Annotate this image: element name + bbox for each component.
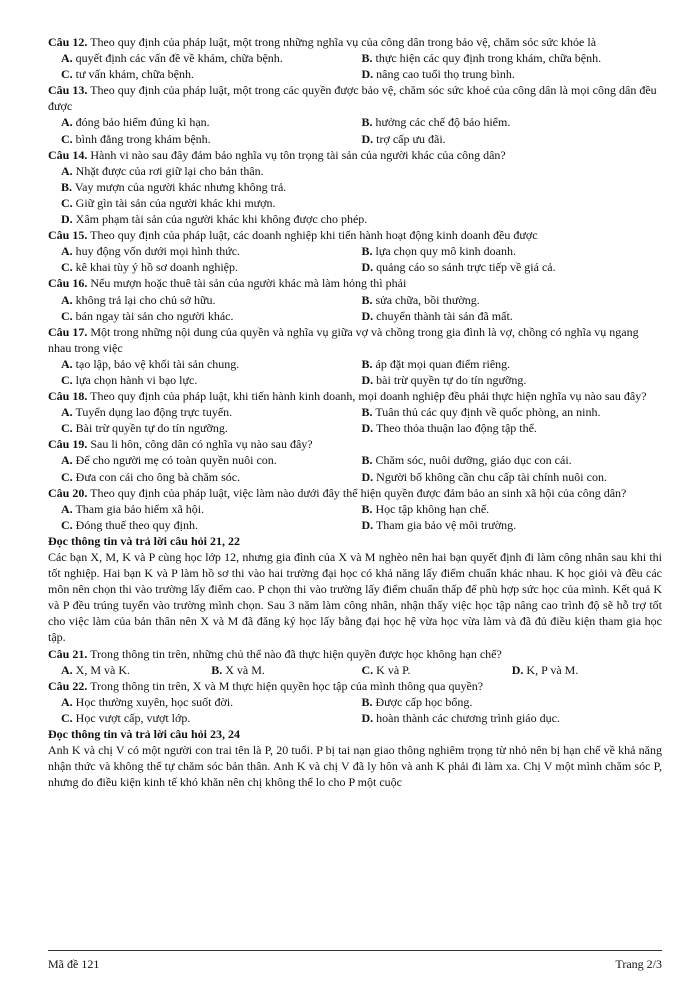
answer-options	[48, 404, 662, 436]
option-letter: C.	[61, 260, 73, 275]
answer-option	[61, 179, 662, 195]
option-letter: B.	[361, 51, 373, 66]
questions-block-a	[48, 34, 662, 533]
answer-option	[362, 114, 663, 130]
option-text: lựa chọn hành vi bạo lực.	[75, 372, 198, 387]
option-letter: A.	[61, 292, 73, 307]
answer-options	[48, 50, 662, 82]
question-stem	[48, 227, 662, 243]
question-text: Theo quy định của pháp luật, một trong các quyền được bảo vệ, chăm sóc sức khoẻ của công dân là mọi công dân đều được	[48, 83, 657, 114]
question-number: Câu 12.	[48, 35, 88, 49]
answer-options	[48, 114, 662, 146]
answer-option	[362, 259, 663, 275]
answer-options	[48, 694, 662, 726]
option-text: không trả lại cho chủ sở hữu.	[75, 292, 216, 307]
option-text: tạo lập, bảo vệ khối tài sản chung.	[75, 356, 240, 371]
question-stem	[48, 147, 662, 163]
question-number: Câu 16.	[48, 276, 88, 291]
option-letter: A.	[61, 662, 73, 677]
question	[48, 324, 662, 388]
option-letter: D.	[361, 469, 374, 484]
answer-option	[61, 163, 662, 179]
option-text: trợ cấp ưu đãi.	[376, 131, 446, 146]
option-letter: D.	[361, 260, 374, 275]
answer-option	[61, 372, 362, 388]
option-letter: C.	[61, 469, 73, 484]
answer-options	[48, 356, 662, 388]
answer-option	[362, 710, 663, 726]
option-text: Tham gia bảo hiểm xã hội.	[75, 501, 205, 516]
option-letter: D.	[361, 517, 374, 532]
answer-option	[61, 259, 362, 275]
answer-option	[61, 501, 362, 517]
option-text: tư vấn khám, chữa bệnh.	[75, 67, 194, 82]
option-text: lựa chọn quy mô kinh doanh.	[375, 244, 516, 259]
answer-option	[61, 308, 362, 324]
question-text: Hành vi nào sau đây đảm bảo nghĩa vụ tôn trọng tài sản của người khác của công dân?	[90, 147, 506, 162]
answer-options	[48, 243, 662, 275]
option-letter: D.	[511, 662, 524, 677]
question	[48, 436, 662, 484]
option-letter: B.	[361, 694, 373, 709]
question	[48, 34, 662, 82]
answer-option	[362, 517, 663, 533]
option-letter: D.	[361, 308, 374, 323]
option-text: thực hiện các quy định trong khám, chữa bệnh.	[375, 51, 602, 66]
option-letter: A.	[61, 501, 73, 516]
answer-options	[48, 163, 662, 227]
question-number: Câu 22.	[48, 678, 88, 693]
option-letter: A.	[61, 51, 73, 66]
option-text: Người bố không cần chu cấp tài chính nuôi con.	[376, 469, 607, 484]
option-letter: A.	[61, 694, 73, 709]
option-text: bán ngay tài sản cho người khác.	[75, 308, 234, 323]
question-number: Câu 21.	[48, 646, 88, 661]
answer-option	[362, 243, 663, 259]
question-text: Sau li hôn, công dân có nghĩa vụ nào sau đây?	[90, 437, 313, 452]
question-stem	[48, 646, 662, 662]
option-letter: D.	[361, 131, 374, 146]
question	[48, 227, 662, 275]
option-letter: B.	[361, 244, 373, 259]
option-text: Được cấp học bổng.	[375, 694, 473, 709]
option-text: quyết định các vấn đề về khám, chữa bệnh.	[75, 51, 283, 66]
option-text: Để cho người mẹ có toàn quyền nuôi con.	[75, 453, 277, 468]
option-letter: C.	[361, 662, 374, 677]
question-number: Câu 15.	[48, 228, 88, 243]
option-text: Tuân thủ các quy định về quốc phòng, an ninh.	[375, 405, 601, 420]
answer-option	[362, 404, 663, 420]
answer-option	[512, 662, 662, 678]
option-text: huy động vốn dưới mọi hình thức.	[75, 244, 241, 259]
answer-option	[362, 452, 663, 468]
answer-options	[48, 662, 662, 678]
option-letter: A.	[61, 453, 73, 468]
section-heading-21-22: Đọc thông tin và trả lời câu hỏi 21, 22	[48, 533, 240, 548]
answer-option	[362, 131, 663, 147]
answer-option	[362, 372, 663, 388]
question-text: Theo quy định của pháp luật, một trong những nghĩa vụ của công dân trong bảo vệ, chăm sóc sức khỏe là	[90, 35, 597, 49]
option-letter: B.	[361, 501, 373, 516]
passage-23-24: Anh K và chị V có một người con trai tên là P, 20 tuổi. P bị tai nạn giao thông nghiêm trọng từ nhỏ nên bị hạn chế về khả năng nhận thức và không thể tự chăm sóc bản thân. Anh K và chị V đã ly hôn và anh K phải đi làm xa. Chị V một mình chăm sóc P, nhưng do điều kiện kinh tế khó khăn nên chị không thể lo cho P một cuộc	[48, 743, 662, 790]
answer-option	[61, 710, 362, 726]
answer-option	[61, 211, 662, 227]
answer-option	[61, 131, 362, 147]
answer-options	[48, 452, 662, 484]
answer-option	[362, 420, 663, 436]
question-stem	[48, 436, 662, 452]
answer-option	[61, 452, 362, 468]
option-text: Bài trừ quyền tự do tín ngưỡng.	[75, 421, 228, 436]
option-letter: B.	[361, 292, 373, 307]
question	[48, 485, 662, 533]
answer-options	[48, 292, 662, 324]
answer-option	[61, 420, 362, 436]
option-letter: C.	[61, 710, 73, 725]
answer-option	[61, 292, 362, 308]
answer-option	[362, 356, 663, 372]
question-text: Theo quy định của pháp luật, các doanh nghiệp khi tiến hành hoạt động kinh doanh đều được	[90, 228, 538, 243]
option-letter: B.	[361, 356, 373, 371]
answer-option	[362, 694, 663, 710]
option-letter: B.	[61, 179, 73, 194]
question-number: Câu 19.	[48, 437, 88, 452]
answer-option	[362, 662, 512, 678]
question-text: Trong thông tin trên, X và M thực hiện quyền học tập của mình thông qua quyền?	[90, 678, 484, 693]
option-text: Đưa con cái cho ông bà chăm sóc.	[75, 469, 241, 484]
question-text: Một trong những nội dung của quyền và nghĩa vụ giữa vợ và chồng trong gia đình là vợ, chồng có nghĩa vụ ngang nhau trong việc	[48, 324, 639, 355]
option-letter: D.	[361, 67, 374, 82]
question-number: Câu 14.	[48, 147, 88, 162]
question-stem	[48, 275, 662, 291]
option-text: kê khai tùy ý hồ sơ doanh nghiệp.	[75, 260, 238, 275]
option-text: chuyển thành tài sản đã mất.	[376, 308, 513, 323]
question-text: Trong thông tin trên, những chủ thể nào đã thực hiện quyền được học không hạn chế?	[90, 646, 502, 661]
answer-option	[61, 356, 362, 372]
option-letter: A.	[61, 405, 73, 420]
question-stem	[48, 82, 662, 114]
option-letter: C.	[61, 195, 73, 210]
option-text: sửa chữa, bồi thường.	[375, 292, 480, 307]
answer-option	[61, 694, 362, 710]
option-text: X, M và K.	[75, 662, 130, 677]
answer-option	[61, 114, 362, 130]
question-text: Theo quy định của pháp luật, việc làm nào dưới đây thể hiện quyền được đảm bảo an sinh xã hội của công dân?	[90, 485, 627, 500]
option-text: Tuyển dụng lao động trực tuyến.	[75, 405, 233, 420]
option-text: Xâm phạm tài sản của người khác khi không được cho phép.	[75, 212, 368, 227]
answer-option	[61, 50, 362, 66]
answer-option	[362, 50, 663, 66]
option-text: hưởng các chế độ bảo hiểm.	[375, 115, 511, 130]
option-letter: C.	[61, 517, 73, 532]
answer-option	[211, 662, 361, 678]
question-text: Nếu mượn hoặc thuê tài sản của người khác mà làm hỏng thì phải	[90, 276, 407, 291]
option-letter: B.	[361, 405, 373, 420]
answer-options	[48, 501, 662, 533]
option-letter: A.	[61, 244, 73, 259]
question-number: Câu 18.	[48, 389, 88, 404]
option-text: nâng cao tuổi thọ trung bình.	[376, 67, 515, 82]
question-stem	[48, 324, 662, 356]
question-number: Câu 13.	[48, 83, 88, 98]
option-text: áp đặt mọi quan điểm riêng.	[375, 356, 511, 371]
option-text: Chăm sóc, nuôi dưỡng, giáo dục con cái.	[375, 453, 572, 468]
question-number: Câu 20.	[48, 485, 88, 500]
exam-code: Mã đề 121	[48, 957, 100, 971]
option-text: bài trừ quyền tự do tín ngưỡng.	[376, 372, 527, 387]
option-letter: B.	[211, 662, 223, 677]
option-letter: A.	[61, 356, 73, 371]
option-letter: D.	[361, 710, 374, 725]
answer-option	[362, 292, 663, 308]
answer-option	[61, 195, 662, 211]
option-letter: C.	[61, 372, 73, 387]
question	[48, 388, 662, 436]
question	[48, 646, 662, 678]
answer-option	[61, 469, 362, 485]
option-text: bình đẳng trong khám bệnh.	[75, 131, 211, 146]
exam-page	[48, 34, 662, 790]
answer-option	[362, 308, 663, 324]
answer-option	[61, 404, 362, 420]
answer-option	[362, 66, 663, 82]
question-stem	[48, 388, 662, 404]
option-letter: C.	[61, 67, 73, 82]
question-number: Câu 17.	[48, 324, 88, 339]
answer-option	[362, 501, 663, 517]
answer-option	[362, 469, 663, 485]
option-text: Học tập không hạn chế.	[375, 501, 490, 516]
answer-option	[61, 517, 362, 533]
option-letter: D.	[361, 372, 374, 387]
question-stem	[48, 485, 662, 501]
option-letter: D.	[61, 212, 73, 227]
passage-21-22: Các bạn X, M, K và P cùng học lớp 12, nhưng gia đình của X và M nghèo nên hai bạn quyết định đi làm công nhân sau khi thi tốt nghiệp. Hai bạn K và P làm hồ sơ thi vào hai trường đại học có khả năng lấy điểm chuẩn khác nhau. K học giỏi và đều các môn nên chọn thi vào trường lấy điểm cao. P chọn thi vào trường lấy điểm chuẩn thấp để phù hợp sức học của mình. Kết quả K và P đều trúng tuyển vào trường mình chọn. Sau 3 năm làm công nhân, nhận thấy việc học tập nâng cao trình độ sẽ hỗ trợ tốt cho việc làm của bản thân nên X và M đã đăng ký học lấy bằng đại học hệ vừa học vừa làm và đã đủ điều kiện tham gia học tập.	[48, 550, 662, 645]
question	[48, 82, 662, 146]
option-text: Vay mượn của người khác nhưng không trả.	[74, 179, 287, 194]
question	[48, 147, 662, 227]
answer-option	[61, 66, 362, 82]
answer-option	[61, 662, 211, 678]
option-letter: B.	[361, 453, 373, 468]
questions-block-b	[48, 646, 662, 726]
option-text: Giữ gìn tài sản của người khác khi mượn.	[75, 195, 276, 210]
option-letter: A.	[61, 163, 73, 178]
option-text: Tham gia bảo vệ môi trường.	[375, 517, 517, 532]
option-letter: C.	[61, 308, 73, 323]
option-text: đóng bảo hiểm đúng kì hạn.	[75, 115, 210, 130]
option-text: Nhặt được của rơi giữ lại cho bản thân.	[75, 163, 264, 178]
option-text: Học thường xuyên, học suốt đời.	[75, 694, 234, 709]
question	[48, 678, 662, 726]
option-text: Học vượt cấp, vượt lớp.	[75, 710, 191, 725]
option-text: Theo thỏa thuận lao động tập thể.	[375, 421, 537, 436]
option-text: K, P và M.	[526, 662, 579, 677]
option-text: X và M.	[225, 662, 265, 677]
question-stem	[48, 678, 662, 694]
option-text: K và P.	[376, 662, 411, 677]
answer-option	[61, 243, 362, 259]
question-text: Theo quy định của pháp luật, khi tiến hành kinh doanh, mọi doanh nghiệp đều phải thực hiện nghĩa vụ nào sau đây?	[90, 389, 647, 404]
option-text: Đóng thuế theo quy định.	[75, 517, 198, 532]
section-heading-23-24: Đọc thông tin và trả lời câu hỏi 23, 24	[48, 727, 240, 742]
option-letter: A.	[61, 115, 73, 130]
question-stem	[48, 34, 662, 50]
option-letter: B.	[361, 115, 373, 130]
question	[48, 275, 662, 323]
option-letter: C.	[61, 131, 73, 146]
option-letter: D.	[361, 421, 374, 436]
option-letter: C.	[61, 421, 73, 436]
option-text: hoàn thành các chương trình giáo dục.	[376, 710, 560, 725]
option-text: quảng cáo so sánh trực tiếp về giá cả.	[376, 260, 556, 275]
page-number: Trang 2/3	[615, 957, 662, 971]
page-footer	[48, 950, 662, 972]
